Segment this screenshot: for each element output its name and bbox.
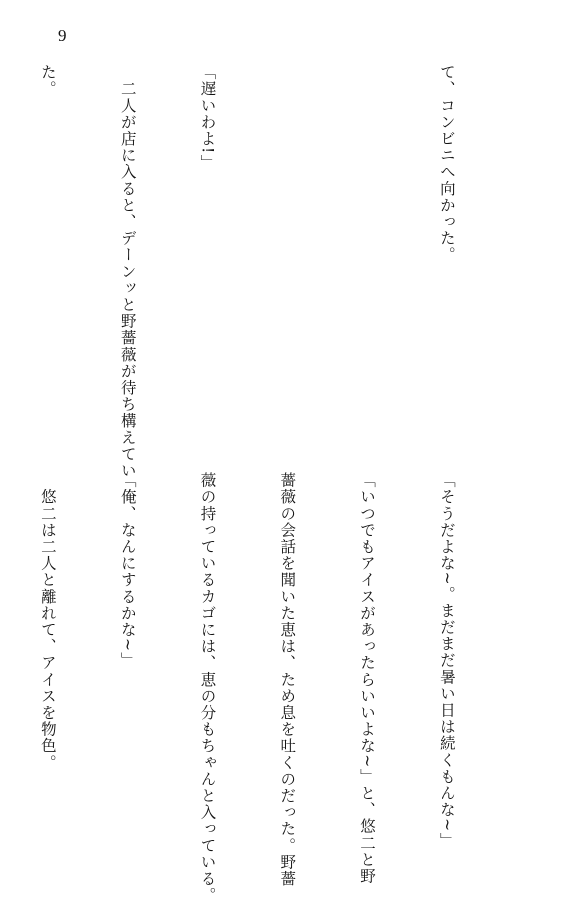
text-line: 「俺、なんにするかな~」 [118,472,137,669]
text-line: 薔薇の会話を聞いた恵は、ため息を吐くのだった。野薔 [278,472,297,887]
text-block-top [0,64,513,479]
page-number: 9 [58,26,67,45]
text-line: て、コンビニへ向かった。 [437,64,456,264]
text-line: 「いつでもアイスがあったらいいよな~」と、悠二と野 [358,472,377,885]
text-line: た。 [38,64,57,98]
text-line: 薇の持っているカゴには、恵の分もちゃんと入っている。 [198,472,217,904]
text-line: 「遅いわよ!」 [198,64,217,171]
text-block-bottom [0,472,513,904]
text-line: 「そうだよな~。まだまだ暑い日は続くもんな~」 [437,472,456,849]
blank-line [274,64,301,449]
text-line: 二人が店に入ると、デーンッと野薔薇が待ち構えてい [118,64,137,479]
blank-line [353,64,380,449]
text-line: 悠二は二人と離れて、アイスを物色。 [38,472,57,771]
